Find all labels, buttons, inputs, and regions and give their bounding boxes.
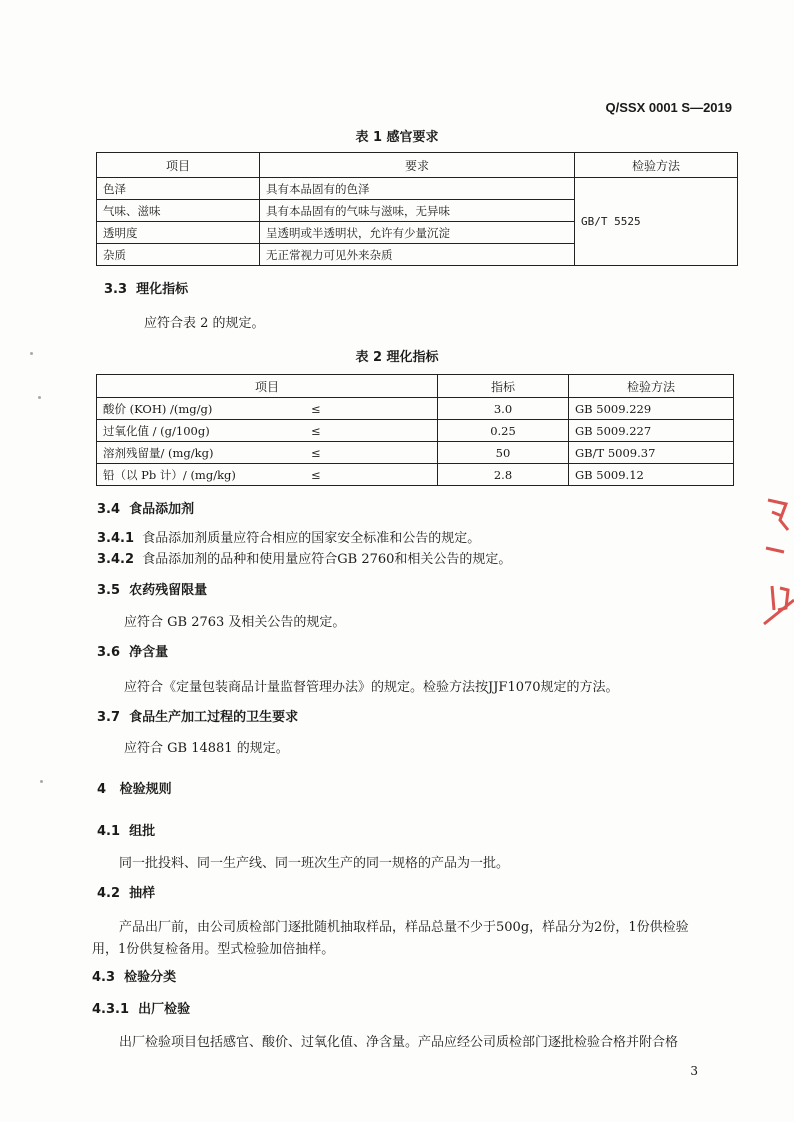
paragraph	[97, 527, 480, 546]
paragraph	[97, 548, 511, 567]
subsection-number: 3.4.2	[97, 552, 135, 567]
table-cell: GB 5009.227	[569, 420, 734, 442]
table-cell: 透明度	[97, 222, 260, 244]
table-row	[97, 178, 738, 200]
section-title: 检验分类	[124, 970, 177, 985]
section-4-3-heading	[92, 966, 176, 985]
scan-speck	[38, 396, 41, 399]
seal-stamp-icon	[758, 490, 794, 650]
section-number: 4	[97, 782, 107, 797]
section-3-7-heading	[97, 706, 298, 725]
table-cell: GB 5009.12	[569, 464, 734, 486]
table-header-cell: 指标	[438, 375, 569, 398]
section-title: 理化指标	[136, 282, 189, 297]
standard-number: Q/SSX 0001 S—2019	[605, 100, 732, 115]
table-cell-operator: ≤	[305, 464, 438, 486]
table-cell: 3.0	[438, 398, 569, 420]
paragraph-continued: 用，1份供复检备用。型式检验加倍抽样。	[92, 942, 335, 957]
table-cell: 呈透明或半透明状，允许有少量沉淀	[260, 222, 575, 244]
section-number: 3.7	[97, 710, 121, 725]
section-title: 农药残留限量	[129, 583, 208, 598]
section-3-6-heading	[97, 641, 168, 660]
table-row	[97, 398, 734, 420]
paragraph: 应符合表 2 的规定。	[144, 316, 265, 331]
section-number: 4.3.1	[92, 1002, 130, 1017]
table-row	[97, 420, 734, 442]
paragraph: 同一批投料、同一生产线、同一班次生产的同一规格的产品为一批。	[119, 856, 510, 871]
section-3-5-heading	[97, 579, 207, 598]
table-cell: GB/T 5009.37	[569, 442, 734, 464]
subsection-text: 食品添加剂的品种和使用量应符合GB 2760和相关公告的规定。	[142, 552, 512, 567]
section-3-4-heading	[97, 498, 194, 517]
table-cell-operator: ≤	[305, 442, 438, 464]
section-title: 抽样	[129, 886, 156, 901]
scan-speck	[40, 780, 43, 783]
section-4-2-heading	[97, 882, 155, 901]
scan-speck	[30, 352, 33, 355]
table-cell-operator: ≤	[305, 420, 438, 442]
section-title: 组批	[129, 824, 156, 839]
section-4-3-1-heading	[92, 998, 190, 1017]
paragraph: 产品出厂前，由公司质检部门逐批随机抽取样品，样品总量不少于500g，样品分为2份，1份供检验	[119, 920, 689, 935]
table-cell: 50	[438, 442, 569, 464]
table-cell: 2.8	[438, 464, 569, 486]
section-title: 检验规则	[119, 782, 172, 797]
section-4-heading	[97, 778, 172, 797]
table-header-cell: 检验方法	[569, 375, 734, 398]
section-title: 食品生产加工过程的卫生要求	[129, 710, 299, 725]
table-header-row	[97, 153, 738, 178]
section-number: 4.2	[97, 886, 121, 901]
table-header-cell: 项目	[97, 375, 438, 398]
table-row	[97, 464, 734, 486]
table-cell: 具有本品固有的气味与滋味，无异味	[260, 200, 575, 222]
section-number: 3.3	[104, 282, 128, 297]
paragraph: 应符合《定量包装商品计量监督管理办法》的规定。检验方法按JJF1070规定的方法。	[124, 680, 619, 695]
table-cell: 杂质	[97, 244, 260, 266]
table-cell: 无正常视力可见外来杂质	[260, 244, 575, 266]
physicochemical-table	[96, 374, 734, 486]
section-number: 4.3	[92, 970, 116, 985]
table-cell: GB 5009.229	[569, 398, 734, 420]
section-number: 3.4	[97, 502, 121, 517]
table-cell: 酸价 (KOH) /(mg/g)	[97, 398, 306, 420]
section-number: 3.5	[97, 583, 121, 598]
table1-caption: 表 1 感官要求	[355, 130, 439, 145]
table-cell: 气味、滋味	[97, 200, 260, 222]
page-number: 3	[690, 1064, 698, 1078]
table-cell: 过氧化值 / (g/100g)	[97, 420, 306, 442]
section-number: 4.1	[97, 824, 121, 839]
table-row	[97, 442, 734, 464]
paragraph: 应符合 GB 14881 的规定。	[124, 741, 289, 756]
subsection-text: 食品添加剂质量应符合相应的国家安全标准和公告的规定。	[142, 531, 481, 546]
table-cell-method: GB/T 5525	[575, 178, 738, 266]
paragraph: 应符合 GB 2763 及相关公告的规定。	[124, 615, 346, 630]
paragraph: 出厂检验项目包括感官、酸价、过氧化值、净含量。产品应经公司质检部门逐批检验合格并附合格	[119, 1035, 679, 1050]
table2-caption: 表 2 理化指标	[355, 350, 439, 365]
table-header-row	[97, 375, 734, 398]
section-title: 食品添加剂	[129, 502, 195, 517]
table-header-cell: 检验方法	[575, 153, 738, 178]
table-header-cell: 要求	[260, 153, 575, 178]
sensory-requirements-table	[96, 152, 738, 266]
table-header-cell: 项目	[97, 153, 260, 178]
table-cell: 铅（以 Pb 计）/ (mg/kg)	[97, 464, 306, 486]
section-3-3-heading	[104, 278, 188, 297]
section-4-1-heading	[97, 820, 155, 839]
section-title: 出厂检验	[138, 1002, 191, 1017]
section-title: 净含量	[129, 645, 169, 660]
table-cell: 具有本品固有的色泽	[260, 178, 575, 200]
table-cell: 溶剂残留量/ (mg/kg)	[97, 442, 306, 464]
table-cell-operator: ≤	[305, 398, 438, 420]
table-cell: 色泽	[97, 178, 260, 200]
subsection-number: 3.4.1	[97, 531, 135, 546]
table-cell: 0.25	[438, 420, 569, 442]
section-number: 3.6	[97, 645, 121, 660]
